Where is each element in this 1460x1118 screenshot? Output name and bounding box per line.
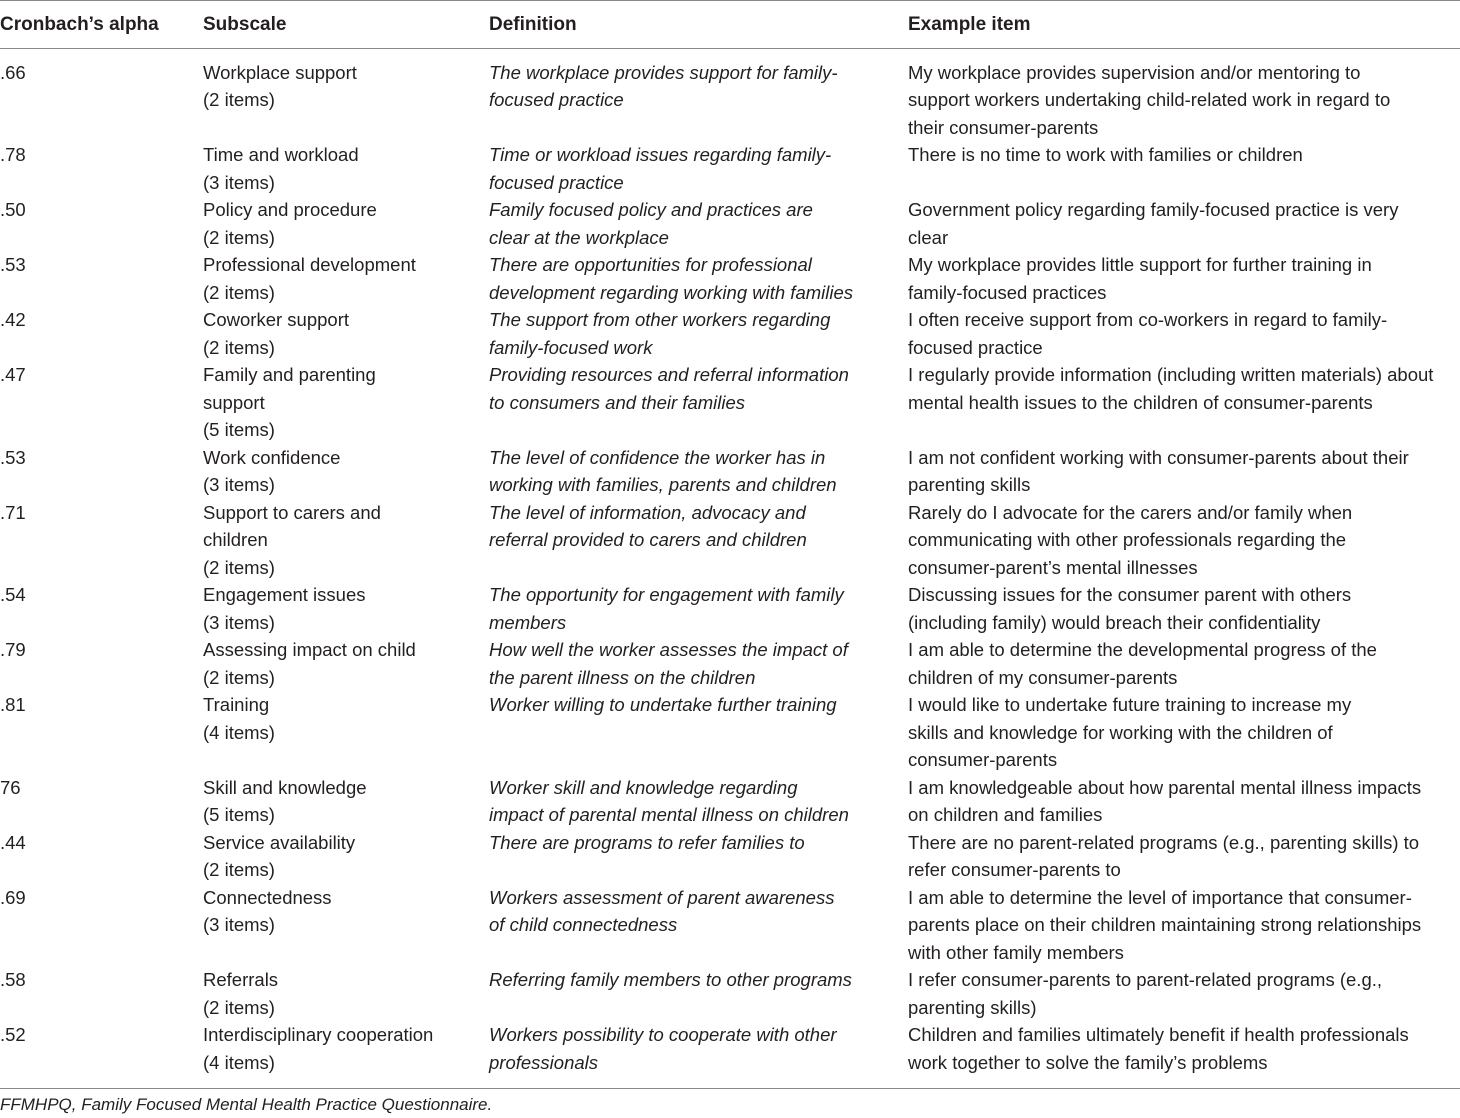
- cell-subscale-line: (2 items): [203, 281, 275, 303]
- cell-example-item-line: their consumer-parents: [908, 116, 1099, 138]
- cell-definition-line: The support from other workers regarding: [489, 309, 831, 330]
- cell-definition-line: There are programs to refer families to: [489, 831, 805, 853]
- cell-example-item-line: I am knowledgeable about how parental mental illness impacts: [908, 776, 1422, 798]
- cell-example-item-line: focused practice: [908, 336, 1043, 358]
- cell-definition: [489, 581, 908, 636]
- cell-example-item-line: consumer-parents: [908, 749, 1058, 770]
- cell-definition: [489, 884, 908, 967]
- cell-subscale-line: Policy and procedure: [203, 199, 377, 220]
- cell-example-item-line: parenting skills): [908, 996, 1037, 1018]
- cell-definition-line: Providing resources and referral information: [489, 364, 849, 385]
- cell-definition-line: The level of confidence the worker has in: [489, 446, 826, 468]
- cell-alpha: .54: [0, 584, 26, 605]
- table-row: [0, 829, 1460, 884]
- cell-definition: [489, 141, 908, 196]
- cell-definition-line: members: [489, 611, 567, 633]
- table-row: [0, 884, 1460, 967]
- table-row: [0, 774, 1460, 829]
- header-cronbachs-alpha: Cronbach’s alpha: [0, 1, 203, 49]
- cell-alpha: .78: [0, 144, 26, 165]
- cell-subscale-line: (2 items): [203, 859, 275, 880]
- cell-subscale-line: (3 items): [203, 474, 275, 495]
- cell-definition-line: The opportunity for engagement with family: [489, 584, 844, 605]
- cell-subscale-line: Interdisciplinary cooperation: [203, 1024, 434, 1045]
- cell-example-item-line: parents place on their children maintaining strong relationships: [908, 914, 1422, 935]
- cell-subscale-line: Engagement issues: [203, 584, 366, 605]
- header-definition: Definition: [489, 1, 908, 49]
- cell-subscale-line: Skill and knowledge: [203, 776, 367, 798]
- header-subscale: Subscale: [203, 1, 489, 49]
- cell-definition: [489, 306, 908, 361]
- cell-example-item-line: work together to solve the family’s problems: [908, 1051, 1268, 1073]
- cell-example-item: [908, 499, 1460, 582]
- cell-alpha: .47: [0, 364, 26, 385]
- table-row: [0, 444, 1460, 499]
- cell-subscale-line: (5 items): [203, 419, 275, 440]
- cell-subscale: [203, 884, 489, 967]
- cell-subscale: [203, 306, 489, 361]
- cell-subscale: [203, 444, 489, 499]
- cell-definition-line: Worker willing to undertake further training: [489, 694, 837, 715]
- cell-subscale: [203, 48, 489, 141]
- cell-example-item: [908, 966, 1460, 1021]
- cell-subscale-line: (2 items): [203, 556, 275, 578]
- cell-definition-line: focused practice: [489, 89, 624, 110]
- table-row: [0, 691, 1460, 774]
- cell-subscale-line: (3 items): [203, 611, 275, 633]
- cell-example-item: [908, 251, 1460, 306]
- cell-definition-line: There are opportunities for professional: [489, 254, 812, 275]
- cell-definition: [489, 691, 908, 774]
- cell-definition-line: Family focused policy and practices are: [489, 199, 813, 220]
- cell-example-item-line: Rarely do I advocate for the carers and/or family when: [908, 501, 1353, 523]
- cell-definition: [489, 499, 908, 582]
- cell-subscale: [203, 141, 489, 196]
- cell-subscale: [203, 1021, 489, 1089]
- cell-definition: [489, 1021, 908, 1089]
- cell-subscale-line: (2 items): [203, 336, 275, 358]
- cell-example-item-line: I am able to determine the developmental progress of the: [908, 639, 1377, 660]
- cell-definition-line: How well the worker assesses the impact of: [489, 639, 848, 660]
- cell-example-item: [908, 884, 1460, 967]
- cell-subscale-line: children: [203, 529, 268, 550]
- cell-definition-line: development regarding working with families: [489, 281, 854, 303]
- cell-definition-line: of child connectedness: [489, 914, 678, 935]
- cell-definition-line: Referring family members to other programs: [489, 969, 852, 990]
- cell-example-item: [908, 306, 1460, 361]
- cell-alpha: .52: [0, 1021, 203, 1089]
- cell-alpha: .58: [0, 969, 26, 990]
- cell-subscale-line: (2 items): [203, 226, 275, 248]
- cell-example-item-line: refer consumer-parents to: [908, 859, 1121, 880]
- cell-subscale-line: Training: [203, 694, 270, 715]
- cell-subscale-line: support: [203, 391, 265, 413]
- cell-subscale-line: (3 items): [203, 171, 275, 193]
- cell-alpha: .53: [0, 254, 26, 275]
- cell-example-item-line: I am able to determine the level of importance that consumer-: [908, 886, 1412, 908]
- cell-alpha: .69: [0, 886, 26, 908]
- cell-example-item-line: Government policy regarding family-focused practice is very: [908, 199, 1399, 220]
- cell-subscale: [203, 966, 489, 1021]
- cell-definition-line: Workers assessment of parent awareness: [489, 886, 835, 908]
- table-row: [0, 196, 1460, 251]
- cell-example-item-line: with other family members: [908, 941, 1124, 963]
- cell-example-item-line: I would like to undertake future training to increase my: [908, 694, 1352, 715]
- cell-subscale-line: Coworker support: [203, 309, 350, 330]
- cell-example-item-line: There are no parent-related programs (e.g., parenting skills) to: [908, 831, 1420, 853]
- cell-example-item: [908, 141, 1460, 196]
- cell-example-item-line: (including family) would breach their confidentiality: [908, 611, 1321, 633]
- table-row: [0, 581, 1460, 636]
- cell-subscale: [203, 251, 489, 306]
- cell-example-item: [908, 48, 1460, 141]
- cell-definition-line: impact of parental mental illness on children: [489, 804, 849, 825]
- cell-example-item-line: I often receive support from co-workers in regard to family-: [908, 309, 1388, 330]
- cell-alpha: .66: [0, 61, 26, 83]
- table-row: [0, 361, 1460, 444]
- cell-example-item-line: parenting skills: [908, 474, 1031, 495]
- cell-alpha: .50: [0, 199, 26, 220]
- cell-subscale-line: Professional development: [203, 254, 416, 275]
- cell-subscale-line: (3 items): [203, 914, 275, 935]
- table-footnote: FFMHPQ, Family Focused Mental Health Practice Questionnaire.: [0, 1095, 493, 1114]
- cell-definition-line: Workers possibility to cooperate with other: [489, 1024, 837, 1045]
- cell-definition-line: working with families, parents and children: [489, 474, 837, 495]
- cell-example-item-line: My workplace provides supervision and/or mentoring to: [908, 61, 1361, 83]
- cell-definition: [489, 361, 908, 444]
- cell-alpha: .42: [0, 309, 26, 330]
- cell-subscale-line: (2 items): [203, 996, 275, 1018]
- cell-alpha: .44: [0, 831, 26, 853]
- cell-definition-line: to consumers and their families: [489, 391, 746, 413]
- cell-subscale-line: (5 items): [203, 804, 275, 825]
- cell-alpha: .53: [0, 446, 26, 468]
- cell-definition: [489, 444, 908, 499]
- cell-example-item-line: support workers undertaking child-related work in regard to: [908, 89, 1391, 110]
- cell-subscale-line: Connectedness: [203, 886, 332, 908]
- cell-definition-line: clear at the workplace: [489, 226, 669, 248]
- cell-definition-line: The level of information, advocacy and: [489, 501, 806, 523]
- cell-example-item: [908, 1021, 1460, 1089]
- cell-alpha: 76: [0, 776, 21, 798]
- cell-example-item: [908, 829, 1460, 884]
- cell-definition: [489, 774, 908, 829]
- cell-example-item-line: My workplace provides little support for further training in: [908, 254, 1372, 275]
- cell-subscale: [203, 774, 489, 829]
- cell-subscale: [203, 829, 489, 884]
- cell-subscale-line: Work confidence: [203, 446, 341, 468]
- cell-example-item-line: There is no time to work with families or children: [908, 144, 1303, 165]
- cell-example-item-line: clear: [908, 226, 949, 248]
- cell-subscale-line: (4 items): [203, 1051, 275, 1073]
- cell-example-item: [908, 581, 1460, 636]
- cell-subscale-line: Family and parenting: [203, 364, 376, 385]
- cell-definition-line: professionals: [489, 1051, 599, 1073]
- cell-subscale-line: Time and workload: [203, 144, 359, 165]
- cell-subscale-line: (4 items): [203, 721, 275, 743]
- cell-subscale-line: Referrals: [203, 969, 279, 990]
- table-row: [0, 636, 1460, 691]
- cell-definition: [489, 196, 908, 251]
- cell-example-item-line: children of my consumer-parents: [908, 666, 1178, 688]
- cell-definition-line: The workplace provides support for family-: [489, 61, 838, 83]
- table-row: [0, 499, 1460, 582]
- cell-example-item-line: I am not confident working with consumer-parents about their: [908, 446, 1409, 468]
- cell-subscale-line: Service availability: [203, 831, 356, 853]
- cell-example-item-line: I refer consumer-parents to parent-related programs (e.g.,: [908, 969, 1383, 990]
- cell-definition-line: family-focused work: [489, 336, 653, 358]
- cell-example-item: [908, 444, 1460, 499]
- cell-example-item: [908, 196, 1460, 251]
- cell-example-item: [908, 774, 1460, 829]
- cell-subscale: [203, 499, 489, 582]
- cell-example-item-line: Discussing issues for the consumer parent with others: [908, 584, 1352, 605]
- cell-definition-line: Time or workload issues regarding family-: [489, 144, 832, 165]
- cell-example-item-line: Children and families ultimately benefit if health professionals: [908, 1024, 1409, 1045]
- cell-subscale: [203, 361, 489, 444]
- table-row: [0, 966, 1460, 1021]
- cell-subscale: [203, 636, 489, 691]
- cell-definition-line: referral provided to carers and children: [489, 529, 807, 550]
- cell-example-item-line: skills and knowledge for working with the children of: [908, 721, 1333, 743]
- cell-subscale: [203, 196, 489, 251]
- cell-example-item-line: on children and families: [908, 804, 1103, 825]
- cell-example-item-line: I regularly provide information (including written materials) about: [908, 364, 1434, 385]
- cell-definition-line: Worker skill and knowledge regarding: [489, 776, 798, 798]
- table-row: [0, 141, 1460, 196]
- cell-subscale-line: (2 items): [203, 89, 275, 110]
- table-row: [0, 1021, 1460, 1089]
- table-row: [0, 251, 1460, 306]
- cell-definition-line: the parent illness on the children: [489, 666, 756, 688]
- table-header-row: [0, 1, 1460, 49]
- cell-subscale: [203, 581, 489, 636]
- cell-definition: [489, 829, 908, 884]
- cell-example-item: [908, 361, 1460, 444]
- cell-alpha: .81: [0, 694, 26, 715]
- header-example-item: Example item: [908, 1, 1460, 49]
- cell-definition: [489, 966, 908, 1021]
- cell-alpha: .79: [0, 639, 26, 660]
- cell-alpha: .71: [0, 501, 26, 523]
- cell-definition: [489, 636, 908, 691]
- table-row: [0, 306, 1460, 361]
- cell-subscale-line: Support to carers and: [203, 501, 381, 523]
- table-row: [0, 48, 1460, 141]
- cell-definition: [489, 48, 908, 141]
- cell-example-item-line: mental health issues to the children of consumer-parents: [908, 391, 1373, 413]
- cell-example-item: [908, 691, 1460, 774]
- cell-subscale-line: Assessing impact on child: [203, 639, 416, 660]
- table-body: [0, 48, 1460, 1089]
- cell-definition: [489, 251, 908, 306]
- cell-example-item-line: consumer-parent’s mental illnesses: [908, 556, 1198, 578]
- cell-example-item: [908, 636, 1460, 691]
- cell-subscale-line: (2 items): [203, 666, 275, 688]
- cell-definition-line: focused practice: [489, 171, 624, 193]
- cell-example-item-line: family-focused practices: [908, 281, 1107, 303]
- cell-subscale: [203, 691, 489, 774]
- cell-subscale-line: Workplace support: [203, 61, 357, 83]
- cell-example-item-line: communicating with other professionals regarding the: [908, 529, 1347, 550]
